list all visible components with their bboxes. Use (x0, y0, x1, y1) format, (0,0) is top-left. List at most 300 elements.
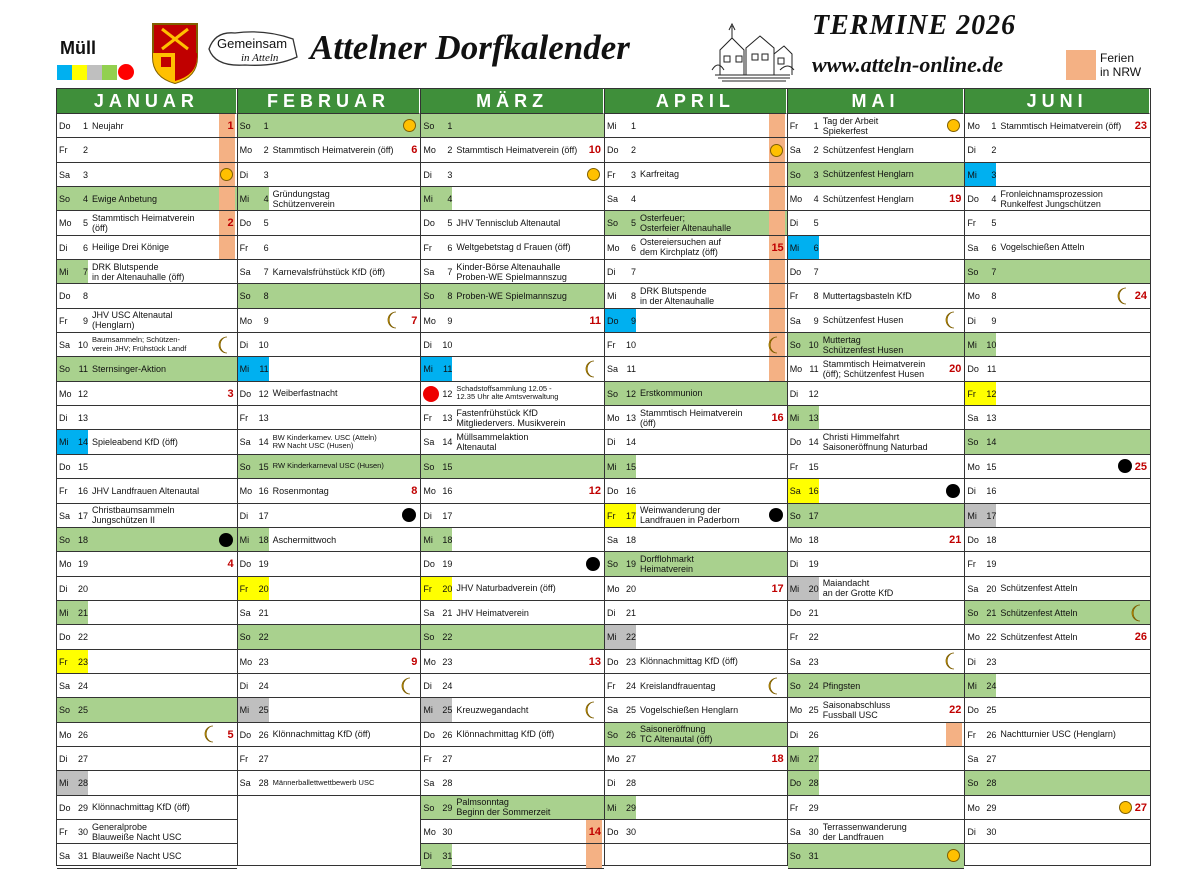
day-row[interactable] (965, 674, 1150, 698)
event-text: JHV Heimatverein (456, 607, 529, 618)
day-row[interactable] (57, 333, 237, 357)
day-number: 12 (626, 388, 637, 399)
day-row[interactable] (238, 138, 421, 162)
day-row[interactable] (965, 187, 1150, 211)
week-number: 21 (949, 533, 962, 546)
event-text (1000, 820, 1124, 843)
day-row[interactable] (788, 406, 965, 430)
weekday: Fr (789, 291, 799, 302)
weekday: So (789, 680, 801, 691)
day-row[interactable] (421, 504, 604, 528)
event-text: DRK Blutspende in der Altenauhalle (640, 286, 715, 307)
day-row[interactable] (421, 187, 604, 211)
day-row[interactable] (421, 674, 604, 698)
day-row[interactable] (605, 552, 787, 576)
day-number: 24 (77, 680, 88, 691)
day-row[interactable] (965, 698, 1150, 722)
event-text (640, 747, 761, 770)
day-row[interactable] (57, 723, 237, 747)
day-row[interactable] (57, 236, 237, 260)
day-row[interactable] (421, 455, 604, 479)
day-row[interactable] (421, 284, 604, 308)
day-row[interactable] (57, 406, 237, 430)
day-row[interactable] (57, 625, 237, 649)
day-row[interactable] (421, 698, 604, 722)
weekday: Sa (239, 778, 251, 789)
day-row[interactable] (605, 406, 787, 430)
ferien-marker (769, 260, 785, 283)
village-sketch-icon (710, 20, 795, 82)
day-row[interactable] (421, 771, 604, 795)
weekday: Do (59, 632, 71, 643)
day-row[interactable] (57, 747, 237, 771)
day-row[interactable] (238, 552, 421, 576)
day-row[interactable] (788, 650, 965, 674)
event-text (1000, 455, 1124, 478)
day-row[interactable] (788, 138, 965, 162)
event-text: Gründungstag Schützenverein (272, 188, 335, 209)
event-text (823, 236, 939, 259)
day-row[interactable] (421, 260, 604, 284)
day-row[interactable] (605, 747, 787, 771)
day-row[interactable] (965, 625, 1150, 649)
day-row[interactable] (421, 650, 604, 674)
day-number: 26 (808, 729, 819, 740)
day-row[interactable] (965, 211, 1150, 235)
day-number: 10 (258, 340, 269, 351)
event-text: Schützenfest Husen (822, 315, 904, 326)
day-row[interactable] (421, 357, 604, 381)
day-row[interactable] (965, 114, 1150, 138)
day-row[interactable] (57, 479, 237, 503)
day-row[interactable] (605, 796, 787, 820)
day-row[interactable] (605, 650, 787, 674)
day-row[interactable] (57, 309, 237, 333)
weekday: Fr (789, 802, 799, 813)
day-number: 14 (986, 437, 997, 448)
week-number: 13 (588, 655, 602, 668)
event-text (823, 211, 939, 234)
day-row[interactable] (788, 552, 965, 576)
day-row[interactable] (57, 528, 237, 552)
day-row[interactable] (965, 504, 1150, 528)
day-row[interactable] (788, 163, 965, 187)
day-row[interactable] (605, 430, 787, 454)
day-number: 6 (263, 242, 269, 253)
day-row[interactable] (788, 577, 965, 601)
week-number: 14 (588, 825, 602, 838)
day-row[interactable] (788, 723, 965, 747)
day-row[interactable] (965, 479, 1150, 503)
day-row[interactable] (605, 333, 787, 357)
day-row[interactable] (965, 796, 1150, 820)
ferien-marker (769, 284, 785, 307)
day-row[interactable] (57, 187, 237, 211)
day-row[interactable] (238, 747, 421, 771)
day-number: 27 (626, 753, 637, 764)
day-row[interactable] (421, 528, 604, 552)
day-row[interactable] (965, 577, 1150, 601)
day-number: 8 (263, 291, 269, 302)
full-moon-icon (403, 114, 416, 137)
day-row[interactable] (421, 211, 604, 235)
event-text: Stammtisch Heimatverein (öff) (640, 407, 743, 428)
day-row[interactable] (238, 479, 421, 503)
day-row[interactable] (605, 187, 787, 211)
day-number: 7 (991, 267, 997, 278)
day-row[interactable] (238, 723, 421, 747)
ferien-marker (769, 357, 785, 380)
day-row[interactable] (57, 382, 237, 406)
day-number: 1 (447, 121, 453, 131)
day-row[interactable] (238, 625, 421, 649)
day-row[interactable] (788, 528, 965, 552)
weekday: Fr (423, 583, 432, 594)
new-moon-icon (769, 504, 783, 527)
weekday: Mi (59, 607, 69, 618)
day-row[interactable] (57, 114, 237, 138)
day-row[interactable] (238, 211, 421, 235)
day-row[interactable] (57, 163, 237, 187)
day-row[interactable] (788, 625, 965, 649)
day-row[interactable] (788, 333, 965, 357)
day-row[interactable] (788, 455, 965, 479)
day-row[interactable] (605, 479, 787, 503)
day-row[interactable] (788, 309, 965, 333)
day-row[interactable] (238, 187, 421, 211)
day-row[interactable] (57, 357, 237, 381)
day-row[interactable] (965, 650, 1150, 674)
day-row[interactable] (605, 138, 787, 162)
day-row[interactable] (605, 284, 787, 308)
day-row[interactable] (965, 771, 1150, 795)
day-row[interactable] (788, 747, 965, 771)
day-row[interactable] (238, 601, 421, 625)
website-url[interactable]: www.atteln-online.de (812, 52, 1004, 77)
day-row[interactable] (57, 138, 237, 162)
day-row[interactable] (421, 236, 604, 260)
day-row[interactable] (57, 455, 237, 479)
week-number: 6 (411, 144, 418, 157)
day-number: 29 (77, 802, 88, 813)
day-row[interactable] (238, 236, 421, 260)
day-number: 10 (442, 340, 453, 351)
day-row[interactable] (788, 357, 965, 381)
day-row[interactable] (238, 260, 421, 284)
day-number: 15 (626, 461, 637, 472)
coat-of-arms-icon (150, 21, 200, 85)
weekday: Mo (607, 753, 620, 764)
weekday: Mo (423, 826, 436, 837)
ferien-legend-label: Ferien in NRW (1100, 51, 1142, 79)
day-row[interactable] (965, 430, 1150, 454)
day-row[interactable] (788, 430, 965, 454)
event-text (92, 577, 211, 600)
event-text (1000, 138, 1124, 161)
day-row[interactable] (238, 698, 421, 722)
event-text (273, 284, 395, 307)
day-row[interactable] (421, 382, 604, 406)
day-row[interactable] (788, 479, 965, 503)
event-text (823, 747, 939, 770)
day-row[interactable] (605, 698, 787, 722)
day-row[interactable] (421, 114, 604, 138)
weekday: Di (789, 559, 799, 570)
muell-color-grey (87, 65, 102, 80)
day-row[interactable] (57, 796, 237, 820)
day-number: 28 (986, 778, 997, 789)
day-row[interactable] (57, 844, 237, 868)
month-column-februar (238, 89, 422, 865)
day-row[interactable] (965, 138, 1150, 162)
day-number: 18 (986, 534, 997, 545)
day-row[interactable] (57, 698, 237, 722)
day-row[interactable] (421, 309, 604, 333)
day-row[interactable] (605, 674, 787, 698)
day-row[interactable] (238, 771, 421, 795)
day-row[interactable] (605, 601, 787, 625)
event-text (92, 284, 211, 307)
ferien-marker (769, 163, 785, 186)
day-number: 25 (626, 705, 637, 716)
day-row[interactable] (788, 796, 965, 820)
day-number: 16 (77, 486, 88, 497)
day-row[interactable] (605, 577, 787, 601)
day-row[interactable] (421, 138, 604, 162)
event-text: Schadstoffsammlung 12.05 - 12.35 Uhr alte Amtsverwaltung (456, 383, 559, 402)
day-row[interactable] (605, 723, 787, 747)
day-row[interactable] (965, 357, 1150, 381)
day-row[interactable] (965, 601, 1150, 625)
event-text (273, 236, 395, 259)
day-number: 2 (991, 145, 997, 156)
weekday: Fr (239, 413, 249, 424)
day-row[interactable] (965, 163, 1150, 187)
day-row[interactable] (605, 455, 787, 479)
day-row[interactable] (238, 674, 421, 698)
day-row[interactable] (421, 430, 604, 454)
day-row[interactable] (605, 163, 787, 187)
month-days (788, 114, 965, 869)
weekday: Di (59, 242, 68, 253)
event-text (640, 187, 761, 210)
day-row[interactable] (57, 211, 237, 235)
day-row[interactable] (238, 406, 421, 430)
weekday: Fr (607, 510, 616, 521)
day-row[interactable] (605, 211, 787, 235)
day-row[interactable] (238, 382, 421, 406)
day-row[interactable] (238, 577, 421, 601)
day-row[interactable] (57, 552, 237, 576)
day-row[interactable] (57, 260, 237, 284)
weekday: Fr (239, 753, 249, 764)
weekday: So (59, 194, 71, 205)
day-row[interactable] (421, 844, 604, 868)
event-text (1000, 479, 1124, 502)
weekday: Mi (239, 705, 250, 716)
day-row[interactable] (965, 284, 1150, 308)
day-row[interactable] (421, 479, 604, 503)
day-row[interactable] (238, 284, 421, 308)
day-row[interactable] (788, 114, 965, 138)
day-row[interactable] (238, 333, 421, 357)
day-row[interactable] (238, 114, 421, 138)
weekday: Fr (59, 315, 68, 326)
day-row[interactable] (238, 528, 421, 552)
weekday: So (607, 729, 619, 740)
weekday: So (789, 169, 801, 180)
day-row[interactable] (238, 430, 421, 454)
day-row[interactable] (57, 820, 237, 844)
day-row[interactable] (965, 260, 1150, 284)
day-row[interactable] (605, 820, 787, 844)
day-number: 16 (626, 486, 637, 497)
day-row[interactable] (605, 771, 787, 795)
day-row[interactable] (605, 357, 787, 381)
day-row[interactable] (605, 260, 787, 284)
weekday: Sa (59, 510, 71, 521)
event-text (92, 138, 211, 161)
day-number: 9 (631, 315, 637, 326)
day-row[interactable] (965, 406, 1150, 430)
week-number: 9 (411, 655, 418, 668)
day-row[interactable] (965, 747, 1150, 771)
day-row[interactable] (788, 601, 965, 625)
day-row[interactable] (788, 504, 965, 528)
weekday: Sa (59, 340, 71, 351)
day-row[interactable] (788, 284, 965, 308)
day-number: 12 (808, 388, 819, 399)
day-number: 4 (263, 194, 269, 205)
day-row[interactable] (788, 844, 965, 868)
day-row[interactable] (788, 674, 965, 698)
new-moon-icon (946, 479, 960, 502)
day-row[interactable] (788, 236, 965, 260)
event-text (92, 674, 211, 697)
day-row[interactable] (605, 625, 787, 649)
day-row[interactable] (605, 236, 787, 260)
weekday: Mi (789, 413, 800, 424)
day-row[interactable] (238, 163, 421, 187)
day-row[interactable] (965, 309, 1150, 333)
day-row[interactable] (965, 455, 1150, 479)
day-row[interactable] (421, 723, 604, 747)
day-row[interactable] (788, 211, 965, 235)
day-number: 30 (808, 826, 819, 837)
day-number: 19 (258, 559, 269, 570)
day-number: 2 (813, 145, 819, 156)
day-row[interactable] (605, 382, 787, 406)
day-row[interactable] (605, 528, 787, 552)
day-row[interactable] (238, 455, 421, 479)
weekday: Do (967, 194, 979, 205)
logo-text-bottom: in Atteln (241, 52, 279, 64)
day-row[interactable] (421, 163, 604, 187)
event-text (823, 771, 939, 794)
day-row[interactable] (965, 382, 1150, 406)
day-row[interactable] (605, 114, 787, 138)
day-number: 3 (991, 169, 997, 180)
weekday: Di (239, 510, 249, 521)
weekday: Sa (239, 437, 251, 448)
weekday: Fr (59, 145, 68, 156)
day-row[interactable] (965, 236, 1150, 260)
event-text (1000, 430, 1124, 453)
day-row[interactable] (965, 723, 1150, 747)
day-row[interactable] (421, 747, 604, 771)
day-row[interactable] (238, 504, 421, 528)
day-row[interactable] (965, 333, 1150, 357)
day-row[interactable] (57, 650, 237, 674)
day-row[interactable] (788, 187, 965, 211)
day-row[interactable] (965, 552, 1150, 576)
day-row[interactable] (605, 309, 787, 333)
weekday: Do (59, 461, 71, 472)
day-row[interactable] (605, 504, 787, 528)
day-row[interactable] (788, 771, 965, 795)
event-text (273, 357, 395, 380)
event-text: Palmsonntag Beginn der Sommerzeit (456, 797, 551, 818)
day-row[interactable] (421, 625, 604, 649)
week-number: 18 (771, 752, 784, 765)
month-days (605, 114, 787, 844)
day-row[interactable] (238, 309, 421, 333)
day-number: 5 (447, 218, 453, 229)
day-row[interactable] (57, 771, 237, 795)
day-row[interactable] (238, 650, 421, 674)
event-text: Christi Himmelfahrt Saisoneröffnung Naturbad (822, 432, 928, 453)
day-row[interactable] (788, 382, 965, 406)
event-text (456, 552, 578, 575)
day-row[interactable] (421, 333, 604, 357)
event-text (273, 625, 395, 648)
day-row[interactable] (57, 674, 237, 698)
event-text (273, 333, 395, 356)
day-row[interactable] (57, 577, 237, 601)
day-number: 30 (442, 826, 453, 837)
weekday: Do (59, 121, 71, 131)
day-row[interactable] (238, 357, 421, 381)
day-row[interactable] (421, 601, 604, 625)
event-text: Nachtturnier USC (Henglarn) (1000, 729, 1116, 740)
day-row[interactable] (421, 406, 604, 430)
day-row[interactable] (421, 820, 604, 844)
event-text (273, 650, 395, 673)
day-row[interactable] (965, 820, 1150, 844)
day-row[interactable] (421, 796, 604, 820)
day-row[interactable] (57, 284, 237, 308)
event-text (823, 625, 939, 648)
week-number: 23 (1134, 120, 1148, 132)
day-number: 6 (447, 242, 453, 253)
event-text: Saisoneröffnung TC Altenautal (öff) (640, 724, 713, 745)
day-number: 28 (626, 778, 637, 789)
day-number: 8 (991, 291, 997, 302)
event-text (640, 430, 761, 453)
day-row[interactable] (965, 528, 1150, 552)
day-number: 13 (626, 413, 637, 424)
day-row[interactable] (421, 577, 604, 601)
day-row[interactable] (57, 504, 237, 528)
day-row[interactable] (421, 552, 604, 576)
day-row[interactable] (788, 698, 965, 722)
event-text: Stammtisch Heimatverein (öff) (272, 145, 394, 156)
day-number: 11 (809, 364, 819, 375)
day-row[interactable] (57, 430, 237, 454)
day-row[interactable] (788, 820, 965, 844)
day-row[interactable] (57, 601, 237, 625)
day-row[interactable] (788, 260, 965, 284)
